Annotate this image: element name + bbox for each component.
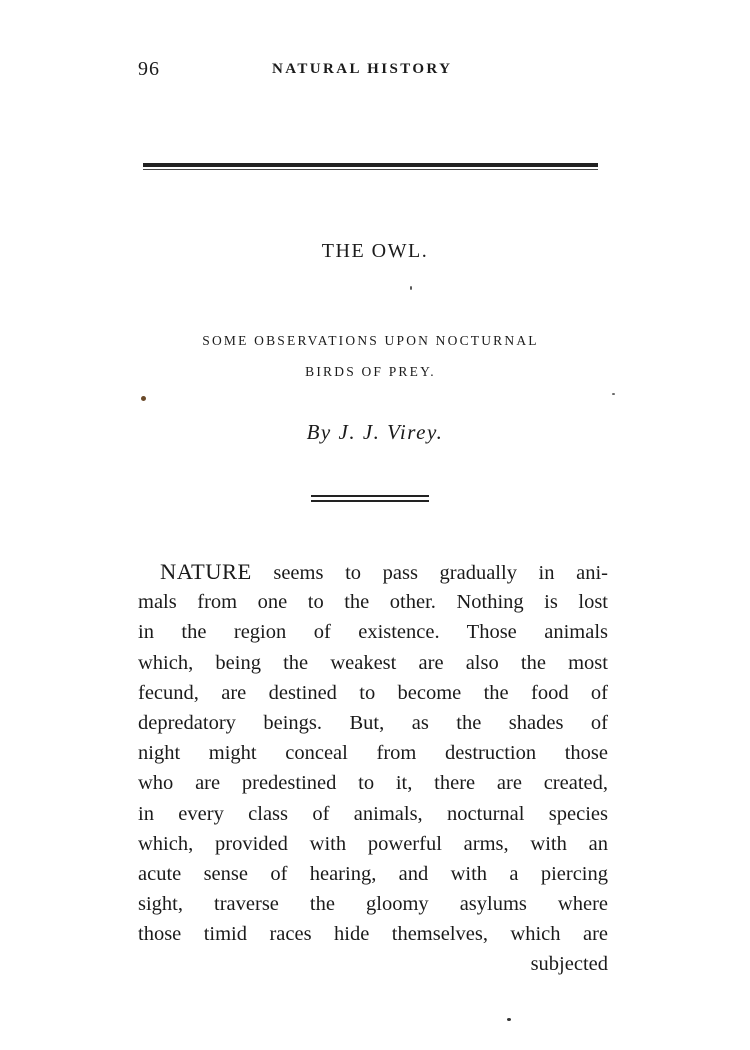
subtitle-line: SOME OBSERVATIONS UPON NOCTURNAL bbox=[202, 333, 539, 348]
body-text bbox=[138, 557, 608, 980]
section-rule bbox=[311, 495, 429, 502]
body-line: depredatory beings. But, as the shades of bbox=[138, 711, 608, 734]
article-title: THE OWL. bbox=[321, 240, 429, 262]
page-number: 96 bbox=[138, 58, 160, 80]
body-line-text: seems to pass gradually in ani- bbox=[273, 562, 608, 584]
body-line: fecund, are destined to become the food of bbox=[138, 681, 608, 704]
body-line: mals from one to the other. Nothing is lost bbox=[138, 591, 608, 614]
section-rule-line bbox=[311, 495, 429, 497]
body-line: acute sense of hearing, and with a piercing bbox=[138, 862, 608, 885]
body-line: sight, traverse the gloomy asylums where bbox=[138, 893, 608, 916]
ink-speck bbox=[507, 1018, 511, 1021]
header-rule bbox=[143, 163, 598, 170]
section-rule-line bbox=[311, 500, 429, 502]
subtitle-line: BIRDS OF PREY. bbox=[305, 364, 436, 379]
opening-word: NATURE bbox=[160, 559, 252, 584]
ink-speck bbox=[612, 393, 615, 395]
body-line: which, provided with powerful arms, with an bbox=[138, 832, 608, 855]
running-title: NATURAL HISTORY bbox=[272, 61, 453, 77]
body-line: in the region of existence. Those animals bbox=[138, 621, 608, 644]
body-line: in every class of animals, nocturnal species bbox=[138, 802, 608, 825]
header-rule-thin bbox=[143, 169, 598, 170]
body-line bbox=[138, 557, 608, 587]
running-head bbox=[0, 58, 750, 84]
ink-speck bbox=[410, 286, 412, 290]
body-line: those timid races hide themselves, which are bbox=[138, 923, 608, 946]
article-subtitle bbox=[143, 325, 598, 387]
byline: By J. J. Virey. bbox=[306, 420, 444, 444]
body-line: night might conceal from destruction those bbox=[138, 742, 608, 765]
header-rule-thick bbox=[143, 163, 598, 167]
body-line: which, being the weakest are also the most bbox=[138, 651, 608, 674]
body-line: who are predestined to it, there are created, bbox=[138, 772, 608, 795]
catchword: subjected bbox=[530, 953, 608, 976]
ink-speck bbox=[141, 396, 146, 401]
